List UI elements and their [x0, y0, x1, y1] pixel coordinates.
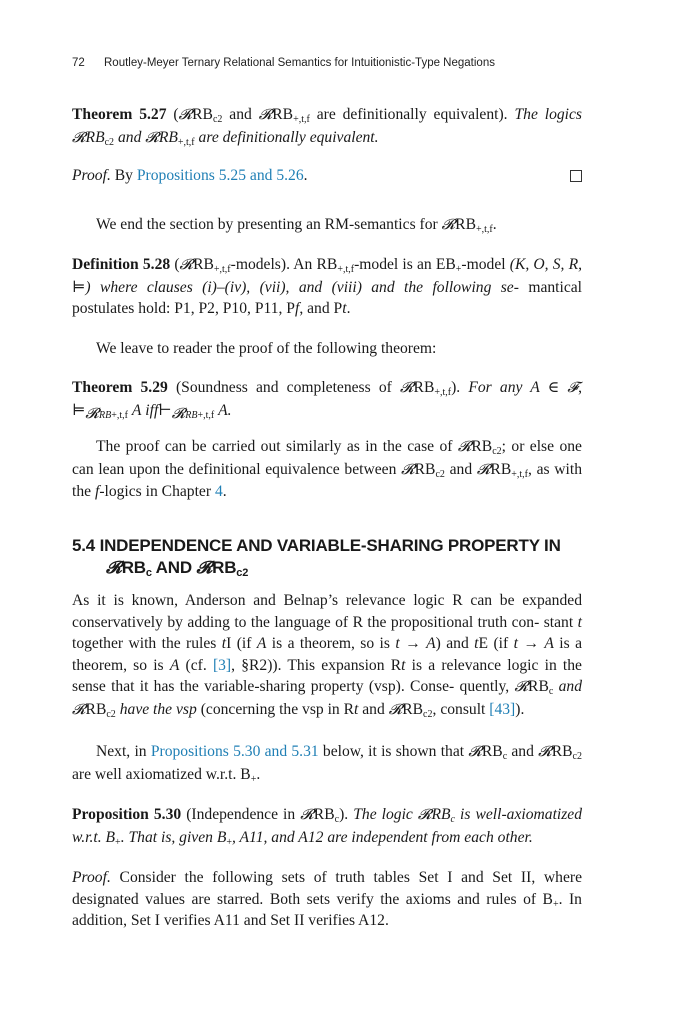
page-number: 72	[72, 57, 85, 69]
proof-5-27: Proof. By Propositions 5.25 and 5.26.	[72, 165, 582, 187]
link-ref-43[interactable]: [43]	[489, 700, 516, 718]
link-chapter-4[interactable]: 4	[214, 483, 223, 500]
qed-icon	[570, 170, 582, 182]
definition-5-28: Definition 5.28 (𝓡RB$_{+,t,f}$-models). An $RB_{+,t,f}$-model is an $EB_+$-model (K, O, S, R, ⊨) where clauses (i)–(iv), (vii), and (viii) and the following se- mantical postulates hold: P1, P2, P10, P11, Pf, and Pt.	[72, 256, 583, 317]
para-end-section: We end the section by presenting an RM-semantics for 𝓡RB$_{+,t,f}$.	[96, 216, 497, 235]
para-proof-similar: The proof can be carried out similarly as in the case of 𝓡RB$_{c2}$; or else one can lean upon the definitional equivalence between 𝓡RB$_{c2}$ and 𝓡RB$_{+,t,f}$, as with the f-logics in Chapter 4.	[72, 438, 583, 500]
running-title: Routley-Meyer Ternary Relational Semantics for Intuitionistic-Type Negations	[104, 57, 495, 69]
para-as-known: As it is known, Anderson and Belnap’s relevance logic R can be expanded conservatively by adding to the language of R the propositional truth con- stant t together with the rules tI (if A is a theorem, so is t → A) and tE (if t → A is a theorem, so is A (cf. [3], §R2)). This expansion Rt is a relevance logic in the sense that it has the variable-sharing property (vsp). Conse- quently, 𝓡RB$_c$ and 𝓡RB$_{c2}$ have the vsp (concerning the vsp in Rt and 𝓡RB$_{c2}$, consult [43]).	[72, 592, 582, 720]
theorem-5-27: Theorem 5.27 (𝓡RB$_{c2}$ and 𝓡RB$_{+,t,f}$ are definitionally equivalent). The logics 𝓡RB$_{c2}$ and 𝓡RB$_{+,t,f}$ are definitionally equivalent.	[72, 106, 582, 148]
link-propositions-5-30-5-31[interactable]: Propositions 5.30 and 5.31	[150, 743, 319, 760]
proof-5-30: Proof. Consider the following sets of truth tables Set I and Set II, where designated values are starred. Both sets verify the axioms and rules of $B_+$. In addition, Set I verifies A11 and Set II verifies A12.	[72, 869, 583, 929]
link-ref-3[interactable]: [3]	[212, 656, 232, 674]
section-heading-5-4: 5.4 INDEPENDENCE AND VARIABLE-SHARING PROPERTY IN 𝓡RB$_c$ AND 𝓡RB$_{c2}$	[72, 536, 561, 579]
theorem-label: Theorem 5.27	[72, 106, 167, 123]
running-header	[72, 57, 495, 69]
para-next: Next, in Propositions 5.30 and 5.31 below, it is shown that 𝓡RB$_c$ and 𝓡RB$_{c2}$ are well axiomatized w.r.t. $B_+$.	[72, 743, 582, 785]
link-propositions-5-25-5-26[interactable]: Propositions 5.25 and 5.26	[136, 167, 304, 184]
theorem-5-29: Theorem 5.29 (Soundness and completeness of 𝓡RB$_{+,t,f}$). For any A ∈ 𝓕, $⊨_{𝓡RB+,t,f}$ A $iff⊢_{𝓡RB+,t,f}$ A.	[72, 379, 582, 422]
para-leave: We leave to reader the proof of the following theorem:	[96, 340, 437, 357]
proposition-5-30: Proposition 5.30 (Independence in 𝓡RB$_c$). The logic 𝓡RB$_c$ is well-axiomatized w.r.t. $B_+$. That is, given $B_+$, A11, and A12 are independent from each other.	[72, 806, 583, 848]
